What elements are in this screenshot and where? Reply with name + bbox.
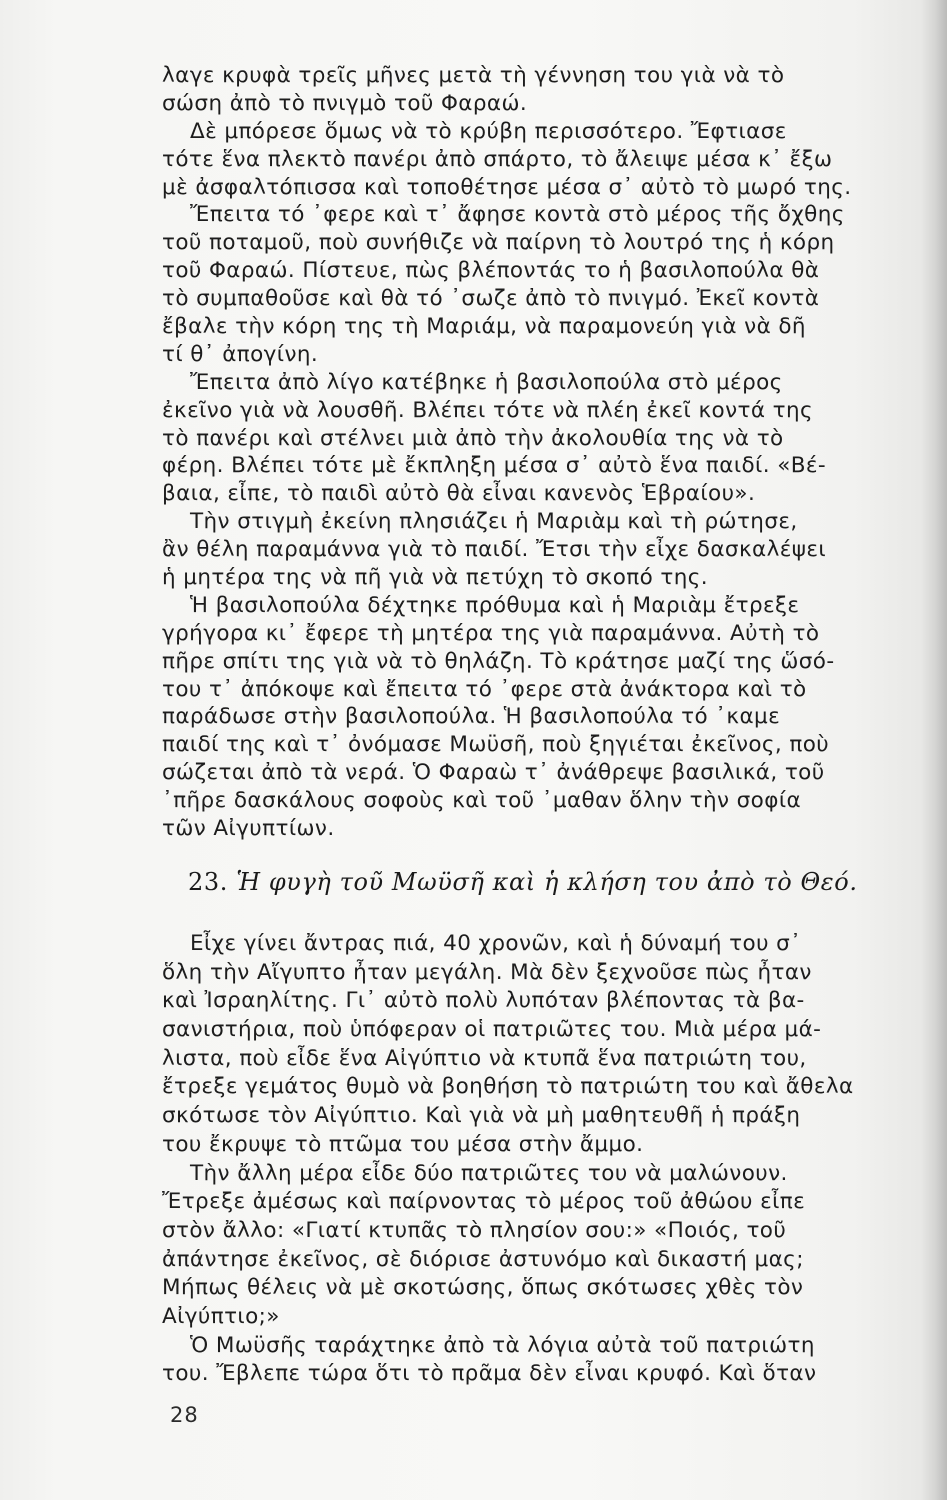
text-line: Ἔπειτα ἀπὸ λίγο κατέβηκε ἡ βασιλοπούλα στὸ μέρος [190,369,783,395]
text-line: πῆρε σπίτι της γιὰ νὰ τὸ θηλάζη. Τὸ κράτησε μαζί της ὥσό- [162,648,835,674]
text-line: ἔβαλε τὴν κόρη της τὴ Μαριάμ, νὰ παραμονεύη γιὰ νὰ δῆ [162,314,806,340]
text-line: Ἔπειτα τό ᾽φερε καὶ τ᾽ ἄφησε κοντὰ στὸ μέρος τῆς ὄχθης [190,202,845,228]
text-line: ἀπάντησε ἐκεῖνος, σὲ διόρισε ἀστυνόμο καὶ δικαστή μας; [162,1246,804,1272]
text-line: Τὴν στιγμὴ ἐκείνη πλησιάζει ἡ Μαριὰμ καὶ τὴ ρώτησε, [190,509,798,535]
section-number: 23. [188,868,228,896]
text-block-before-heading [162,62,912,843]
text-line: του ἔκρυψε τὸ πτῶμα του μέσα στὴν ἄμμο. [162,1131,644,1157]
text-line: ἂν θέλη παραμάννα γιὰ τὸ παιδί. Ἔτσι τὴν εἶχε δασκαλέψει [162,537,827,563]
text-line: ἡ μητέρα της νὰ πῆ γιὰ νὰ πετύχη τὸ σκοπό της. [162,565,709,591]
text-line: Ὁ Μωϋσῆς ταράχτηκε ἀπὸ τὰ λόγια αὐτὰ τοῦ πατριώτη [190,1332,815,1358]
text-line: Δὲ μπόρεσε ὅμως νὰ τὸ κρύβη περισσότερο. Ἔφτιασε [190,118,787,144]
text-line: Εἶχε γίνει ἄντρας πιά, 40 χρονῶν, καὶ ἡ δύναμή του σ᾽ [190,931,802,956]
text-line: στὸν ἄλλο: «Γιατί κτυπᾶς τὸ πλησίον σου:» «Ποιός, τοῦ [162,1217,787,1243]
text-line: του τ᾽ ἀπόκοψε καὶ ἔπειτα τό ᾽φερε στὰ ἀνάκτορα καὶ τὸ [162,676,807,702]
text-line: ἐκεῖνο γιὰ νὰ λουσθῆ. Βλέπει τότε νὰ πλέη ἐκεῖ κοντά της [162,397,814,423]
text-line: Μήπως θέλεις νὰ μὲ σκοτώσης, ὅπως σκότωσες χθὲς τὸν [162,1275,804,1301]
text-line: ἔτρεξε γεμάτος θυμὸ νὰ βοηθήση τὸ πατριώτη του καὶ ἄθελα [162,1074,854,1100]
text-line: τί θ᾽ ἀπογίνη. [162,341,319,367]
text-line: σώζεται ἀπὸ τὰ νερά. Ὁ Φαραὼ τ᾽ ἀνάθρεψε βασιλικά, τοῦ [162,760,825,786]
text-line: του. Ἔβλεπε τώρα ὅτι τὸ πρᾶμα δὲν εἶναι κρυφό. Καὶ ὅταν [162,1361,817,1387]
text-line: παράδωσε στὴν βασιλοπούλα. Ἡ βασιλοπούλα τό ᾽καμε [162,704,781,730]
page-number: 28 [170,1403,199,1427]
text-line: Ἡ βασιλοπούλα δέχτηκε πρόθυμα καὶ ἡ Μαριὰμ ἔτρεξε [190,592,800,618]
text-line: τοῦ Φαραώ. Πίστευε, πὼς βλέποντάς το ἡ βασιλοπούλα θὰ [162,258,820,284]
text-line: Τὴν ἄλλη μέρα εἶδε δύο πατριῶτες του νὰ μαλώνουν. [190,1160,788,1186]
text-line: Αἰγύπτιο;» [162,1303,280,1329]
page-edge-shadow [921,0,947,1500]
text-line: σκότωσε τὸν Αἰγύπτιο. Καὶ γιὰ νὰ μὴ μαθητευθῆ ἡ πράξη [162,1103,801,1129]
text-line: μὲ ἀσφαλτόπισσα καὶ τοποθέτησε μέσα σ᾽ αὐτὸ τὸ μωρό της. [162,174,852,200]
text-line: Ἔτρεξε ἀμέσως καὶ παίρνοντας τὸ μέρος τοῦ ἀθώου εἶπε [162,1189,806,1215]
text-line: τοῦ ποταμοῦ, ποὺ συνήθιζε νὰ παίρνη τὸ λουτρό της ἡ κόρη [162,230,835,256]
text-line: τότε ἕνα πλεκτὸ πανέρι ἀπὸ σπάρτο, τὸ ἄλειψε μέσα κ᾽ ἔξω [162,146,833,172]
text-line: σώση ἀπὸ τὸ πνιγμὸ τοῦ Φαραώ. [162,90,528,116]
text-line: τὸ συμπαθοῦσε καὶ θὰ τό ᾽σωζε ἀπὸ τὸ πνιγμό. Ἐκεῖ κοντὰ [162,286,820,312]
text-line: βαια, εἶπε, τὸ παιδὶ αὐτὸ θὰ εἶναι κανενὸς Ἑβραίου». [162,481,756,507]
section-title: Ἡ φυγὴ τοῦ Μωϋσῆ καὶ ἡ κλήση του ἀπὸ τὸ Θεό. [236,868,858,896]
text-line: καὶ Ἰσραηλίτης. Γι᾽ αὐτὸ πολὺ λυπόταν βλέποντας τὰ βα- [162,988,805,1014]
text-line: σανιστήρια, ποὺ ὑπόφεραν οἱ πατριῶτες του. Μιὰ μέρα μά- [162,1017,822,1043]
text-line: παιδί της καὶ τ᾽ ὀνόμασε Μωϋσῆ, ποὺ ξηγιέται ἐκεῖνος, ποὺ [162,732,830,758]
section-heading [188,868,858,896]
text-line: λιστα, ποὺ εἶδε ἕνα Αἰγύπτιο νὰ κτυπᾶ ἕνα πατριώτη του, [162,1045,807,1071]
text-block-after-heading [162,930,912,1389]
text-line: φέρη. Βλέπει τότε μὲ ἔκπληξη μέσα σ᾽ αὐτὸ ἕνα παιδί. «Βέ- [162,453,827,479]
text-line: ᾽πῆρε δασκάλους σοφοὺς καὶ τοῦ ᾽μαθαν ὅλην τὴν σοφία [162,788,802,814]
text-line: τῶν Αἰγυπτίων. [162,816,335,842]
text-line: γρήγορα κι᾽ ἔφερε τὴ μητέρα της γιὰ παραμάννα. Αὐτὴ τὸ [162,620,820,646]
text-line: τὸ πανέρι καὶ στέλνει μιὰ ἀπὸ τὴν ἀκολουθία της νὰ τὸ [162,425,784,451]
text-line: ὅλη τὴν Αἴγυπτο ἦταν μεγάλη. Μὰ δὲν ξεχνοῦσε πὼς ἦταν [162,959,812,985]
text-line: λαγε κρυφὰ τρεῖς μῆνες μετὰ τὴ γέννηση του γιὰ νὰ τὸ [162,63,785,88]
